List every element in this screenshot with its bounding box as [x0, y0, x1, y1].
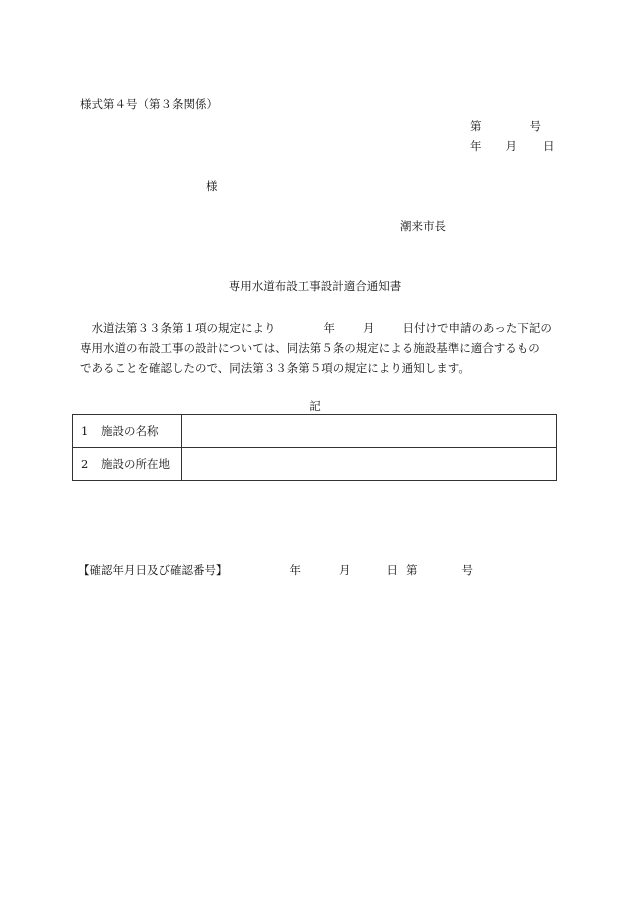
footer-label: 【確認年月日及び確認番号】 — [78, 563, 228, 577]
table-row — [73, 415, 557, 448]
items-table — [72, 414, 557, 481]
item-value-cell — [182, 448, 557, 481]
document-number — [470, 118, 541, 134]
date-year: 年 — [470, 139, 482, 153]
item-value-cell — [182, 415, 557, 448]
date-day: 日 — [543, 139, 555, 153]
body-line-1-b: 日付けで申請のあった下記の — [402, 321, 552, 335]
body-year: 年 — [323, 321, 335, 335]
item-label-cell — [73, 448, 182, 481]
date-month: 月 — [505, 139, 517, 153]
body-text — [80, 318, 558, 378]
item-label: 施設の所在地 — [101, 457, 170, 471]
body-month: 月 — [363, 321, 375, 335]
item-number: 2 — [81, 457, 89, 471]
ki-heading: 記 — [309, 399, 321, 413]
footer-month: 月 — [339, 563, 351, 577]
document-date — [470, 138, 555, 154]
confirmation-footer — [78, 562, 473, 578]
footer-no-prefix: 第 — [406, 563, 418, 577]
doc-number-suffix: 号 — [529, 119, 541, 133]
footer-no-suffix: 号 — [461, 563, 473, 577]
item-label-cell — [73, 415, 182, 448]
footer-year: 年 — [289, 563, 301, 577]
addressee-honorific: 様 — [206, 179, 218, 193]
form-number: 様式第４号（第３条関係） — [80, 97, 218, 111]
item-label: 施設の名称 — [101, 424, 159, 438]
document-title: 専用水道布設工事設計適合通知書 — [228, 279, 402, 293]
sender-name: 潮来市長 — [400, 219, 446, 233]
doc-number-prefix: 第 — [470, 119, 482, 133]
body-line-2: 専用水道の布設工事の設計については、同法第５条の規定による施設基準に適合するもの — [80, 341, 540, 355]
table-row — [73, 448, 557, 481]
body-line-1 — [80, 318, 558, 338]
item-number: 1 — [81, 424, 89, 438]
body-line-3: であることを確認したので、同法第３３条第５項の規定により通知します。 — [80, 361, 470, 375]
footer-day: 日 — [386, 563, 398, 577]
body-line-1-a: 水道法第３３条第１項の規定により — [91, 321, 276, 335]
